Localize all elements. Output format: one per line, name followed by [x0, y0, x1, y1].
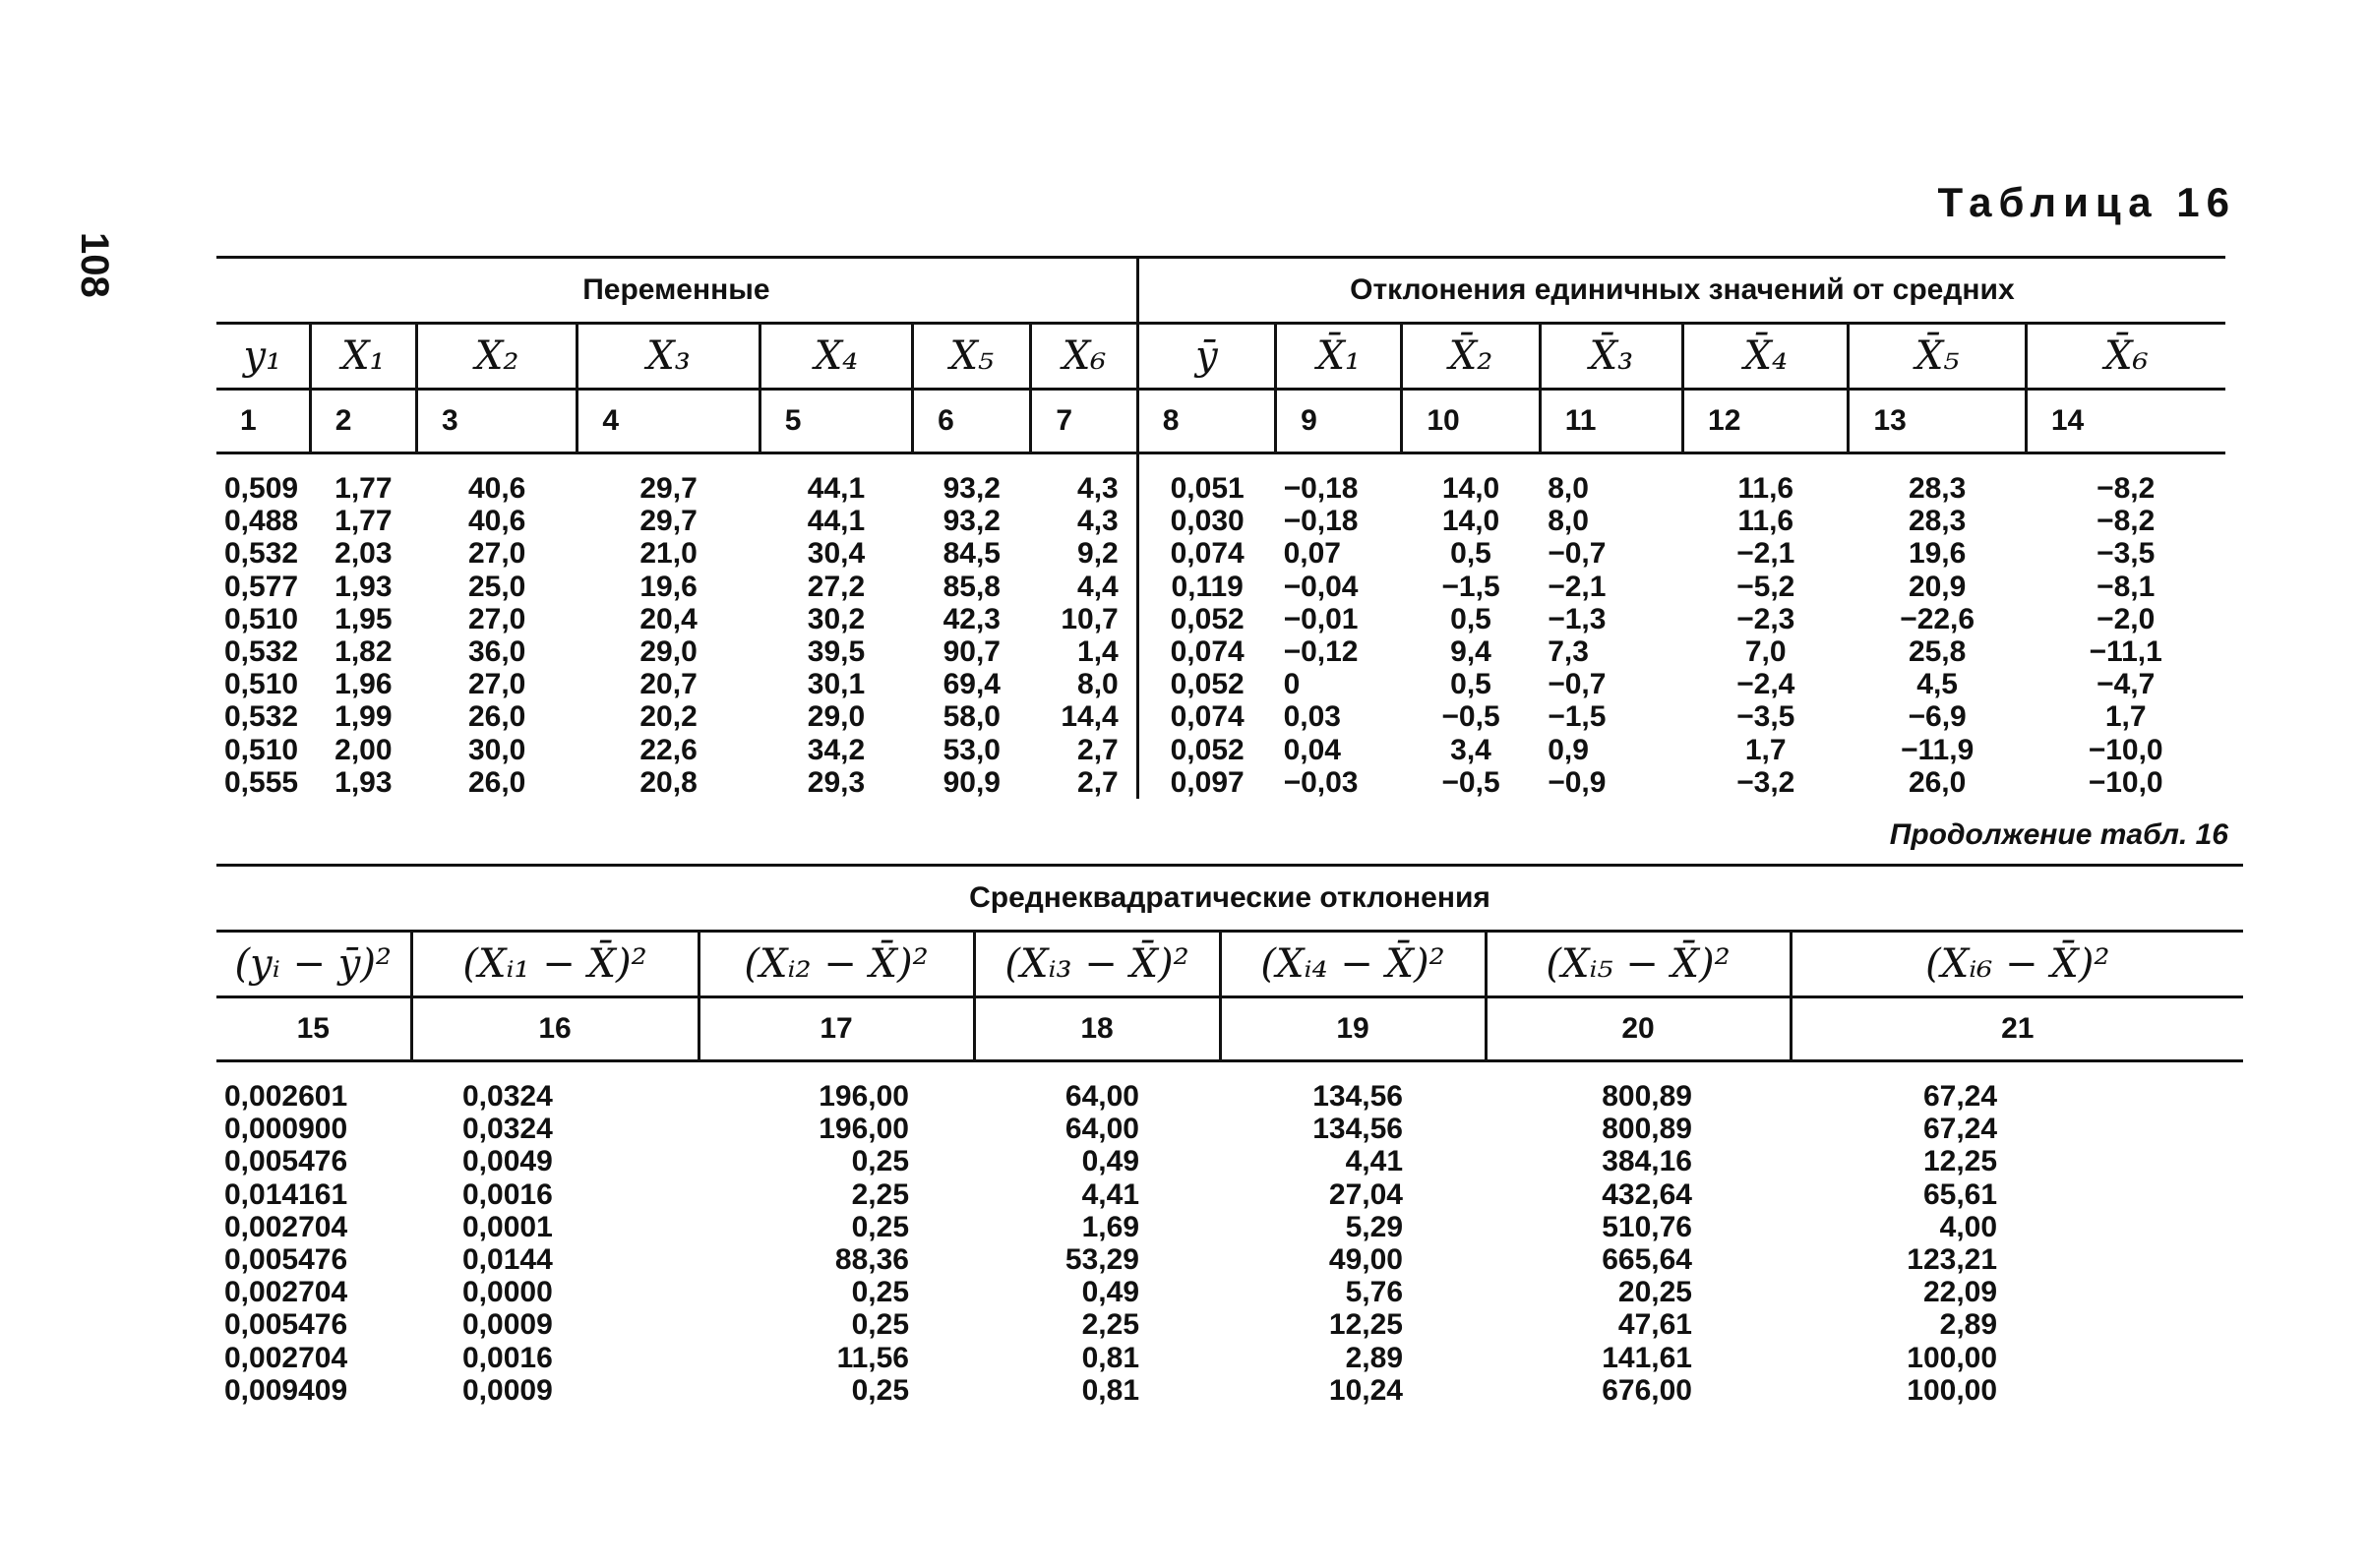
table-cell: 0,532 [224, 635, 299, 669]
table-cell: −0,18 [1283, 472, 1359, 505]
table-cell: 22,09 [1922, 1276, 1998, 1309]
variables-table-body [216, 472, 2225, 799]
table-cell: 0,0016 [462, 1341, 553, 1374]
table-cell: 2,25 [1081, 1308, 1139, 1342]
table-row [216, 734, 2225, 766]
table-cell: 0,25 [851, 1145, 909, 1178]
column-number: 21 [1791, 997, 2243, 1061]
table-cell: 5,76 [1345, 1276, 1403, 1309]
table-cell: 47,61 [1617, 1308, 1692, 1342]
table-cell: 384,16 [1602, 1145, 1692, 1178]
table-cell: 1,77 [334, 505, 393, 538]
table-cell: 4,3 [1031, 472, 1137, 505]
table-cell: 0,07 [1283, 537, 1341, 571]
table-cell: 0,074 [1170, 537, 1245, 571]
column-header: X̄₃ [1540, 324, 1682, 390]
column-number: 7 [1031, 390, 1137, 453]
table-cell: 27,0 [467, 537, 526, 571]
table-row [216, 1113, 2243, 1145]
table-cell: 0,002704 [224, 1276, 348, 1309]
table-row [216, 1178, 2243, 1211]
column-header: X̄₂ [1402, 324, 1540, 390]
table-cell: 49,00 [1328, 1243, 1403, 1277]
table-cell: −5,2 [1736, 570, 1795, 603]
table-cell: 40,6 [467, 505, 526, 538]
table-cell: 1,96 [334, 668, 393, 701]
table-cell: 0,0016 [462, 1177, 553, 1211]
table-cell: −0,7 [1548, 537, 1607, 571]
column-number-row [216, 390, 2225, 453]
group-header-variables: Переменные [216, 258, 1137, 324]
table-cell: 0,030 [1170, 505, 1245, 538]
table-row [216, 766, 2225, 799]
table-cell: 64,00 [1064, 1080, 1139, 1113]
table-cell: 0,510 [224, 668, 299, 701]
mean-square-table-body [216, 1080, 2243, 1407]
table-cell: 21,0 [639, 537, 698, 571]
column-header: (Xᵢ₃ − X̄)² [974, 932, 1220, 997]
table-cell: 64,00 [1064, 1113, 1139, 1146]
column-header: X̄₆ [2026, 324, 2225, 390]
table-cell: −10,0 [2088, 733, 2163, 766]
table-cell: −10,0 [2088, 765, 2163, 799]
column-number: 10 [1402, 390, 1540, 453]
table-cell: 0,555 [224, 765, 299, 799]
column-number: 11 [1540, 390, 1682, 453]
table-cell: 84,5 [942, 537, 1001, 571]
column-number: 13 [1849, 390, 2026, 453]
table-cell: −3,2 [1736, 765, 1795, 799]
table-cell: 0,5 [1450, 602, 1491, 635]
table-cell: 1,82 [334, 635, 393, 669]
table-row [216, 635, 2225, 668]
table-row [216, 700, 2225, 733]
column-header: X₃ [577, 324, 760, 390]
table-cell: 29,0 [639, 635, 698, 669]
table-cell: 0,002704 [224, 1341, 348, 1374]
table-cell: 19,6 [1908, 537, 1967, 571]
table-cell: 7,0 [1744, 635, 1787, 669]
table-cell: 0,510 [224, 602, 299, 635]
table-cell: −3,5 [1736, 700, 1795, 734]
table-cell: 141,61 [1602, 1341, 1692, 1374]
table-cell: 10,24 [1328, 1373, 1403, 1407]
table-cell: 1,69 [1081, 1210, 1139, 1243]
table-cell: 4,41 [1081, 1177, 1139, 1211]
table-cell: 27,04 [1328, 1177, 1403, 1211]
column-header: X₂ [416, 324, 577, 390]
column-number: 1 [216, 390, 310, 453]
table-cell: 0,49 [1081, 1276, 1139, 1309]
table-cell: 29,0 [807, 700, 866, 734]
table-cell: 0,000900 [224, 1113, 348, 1146]
table-cell: 2,03 [334, 537, 393, 571]
table-cell: −0,5 [1441, 700, 1500, 734]
table-cell: 93,2 [942, 472, 1001, 505]
table-cell: 0,25 [851, 1210, 909, 1243]
table-cell: 11,6 [1737, 472, 1794, 505]
table-cell: 12,25 [1922, 1145, 1998, 1178]
table-cell: 7,3 [1548, 635, 1589, 669]
table-row [216, 1276, 2243, 1308]
table-cell: 0,005476 [224, 1243, 348, 1277]
table-cell: −0,5 [1441, 765, 1500, 799]
table-row [216, 1374, 2243, 1407]
table-cell: 0,074 [1170, 635, 1245, 669]
table-cell: 67,24 [1922, 1080, 1998, 1113]
column-header: X̄₁ [1276, 324, 1402, 390]
table-cell: 90,7 [942, 635, 1001, 669]
table-row [216, 1342, 2243, 1374]
column-number: 6 [913, 390, 1031, 453]
table-cell: 29,7 [639, 472, 698, 505]
column-header: X₆ [1031, 324, 1137, 390]
table-cell: 0,9 [1548, 733, 1589, 766]
table-row [216, 1080, 2243, 1113]
column-header: (Xᵢ₄ − X̄)² [1220, 932, 1486, 997]
group-header-deviations: Отклонения единичных значений от средних [1137, 258, 2225, 324]
table-cell: 0,0009 [462, 1308, 553, 1342]
table-cell: 1,93 [334, 765, 393, 799]
table-cell: −4,7 [2097, 668, 2156, 701]
table-cell: 134,56 [1312, 1113, 1403, 1146]
column-header: (Xᵢ₆ − X̄)² [1791, 932, 2243, 997]
table-cell: 0,0001 [462, 1210, 553, 1243]
table-cell: 0,002601 [224, 1080, 348, 1113]
table-cell: 0,005476 [224, 1145, 348, 1178]
table-cell: 27,0 [467, 668, 526, 701]
table-cell: 27,0 [467, 602, 526, 635]
table-cell: 67,24 [1922, 1113, 1998, 1146]
column-number: 14 [2026, 390, 2225, 453]
table-cell: 11,56 [836, 1341, 909, 1374]
column-number: 8 [1137, 390, 1275, 453]
table-cell: 0,577 [224, 570, 299, 603]
table-cell: 58,0 [942, 700, 1001, 734]
table-cell: 88,36 [834, 1243, 909, 1277]
table-cell: 12,25 [1328, 1308, 1403, 1342]
table-cell: 510,76 [1602, 1210, 1692, 1243]
table-cell: 0,0144 [462, 1243, 553, 1277]
table-cell: 0,532 [224, 537, 299, 571]
table-cell: −11,1 [2089, 635, 2162, 669]
column-header-row [216, 324, 2225, 390]
table-cell: 0,0049 [462, 1145, 553, 1178]
table-cell: 0,005476 [224, 1308, 348, 1342]
column-header: ȳ [1137, 324, 1275, 390]
table-cell: −1,5 [1441, 570, 1500, 603]
table-cell: 0,052 [1170, 733, 1245, 766]
column-number: 5 [760, 390, 912, 453]
table-row [216, 603, 2225, 635]
table-cell: 69,4 [942, 668, 1001, 701]
table-cell: −0,01 [1283, 602, 1359, 635]
group-header-mean-square: Среднеквадратические отклонения [216, 866, 2243, 932]
table-cell: 8,0 [1548, 472, 1589, 505]
table-cell: −2,4 [1736, 668, 1795, 701]
table-cell: 196,00 [819, 1080, 909, 1113]
mean-square-table [216, 864, 2243, 1407]
table-cell: 0,0324 [462, 1113, 553, 1146]
table-cell: 28,3 [1908, 472, 1967, 505]
table-cell: 4,00 [1939, 1210, 1998, 1243]
table-cell: 0,002704 [224, 1210, 348, 1243]
table-cell: 9,4 [1450, 635, 1491, 669]
column-header: X₄ [760, 324, 912, 390]
table-cell: 0 [1283, 668, 1301, 701]
table-cell: 5,29 [1345, 1210, 1403, 1243]
table-cell: −0,9 [1548, 765, 1607, 799]
table-cell: 196,00 [819, 1113, 909, 1146]
table-cell: −2,1 [1736, 537, 1795, 571]
table-cell: 14,0 [1441, 505, 1500, 538]
table-cell: 0,25 [851, 1276, 909, 1309]
table-cell: 25,8 [1908, 635, 1967, 669]
column-header: X̄₅ [1849, 324, 2026, 390]
table-cell: 20,25 [1617, 1276, 1692, 1309]
table-cell: 676,00 [1602, 1373, 1692, 1407]
table-cell: 1,95 [334, 602, 393, 635]
column-header: (Xᵢ₂ − X̄)² [699, 932, 974, 997]
table-cell: 123,21 [1907, 1243, 1998, 1277]
table-cell: 93,2 [942, 505, 1001, 538]
table-cell: 20,4 [639, 602, 698, 635]
table-cell: 30,1 [807, 668, 866, 701]
column-number: 15 [216, 997, 411, 1061]
table-cell: 432,64 [1602, 1177, 1692, 1211]
table-cell: 2,7 [1031, 766, 1137, 799]
table-cell: 4,41 [1345, 1145, 1403, 1178]
table-cell: 30,2 [807, 602, 866, 635]
table-cell: 0,509 [224, 472, 299, 505]
table-cell: 134,56 [1312, 1080, 1403, 1113]
table-cell: 2,89 [1939, 1308, 1998, 1342]
table-cell: 29,3 [807, 765, 866, 799]
table-cell: −0,12 [1283, 635, 1359, 669]
table-cell: 1,77 [334, 472, 393, 505]
table-row [216, 1308, 2243, 1341]
table-cell: 0,5 [1450, 668, 1491, 701]
table-cell: 26,0 [1908, 765, 1967, 799]
table-cell: 11,6 [1737, 505, 1794, 538]
table-row [216, 571, 2225, 603]
table-cell: 20,8 [639, 765, 698, 799]
table-cell: 0,119 [1171, 570, 1244, 603]
table-cell: 1,7 [1744, 733, 1787, 766]
table-cell: 36,0 [467, 635, 526, 669]
table-cell: 90,9 [942, 765, 1001, 799]
table-cell: 40,6 [467, 472, 526, 505]
table-cell: 0,532 [224, 700, 299, 734]
table-cell: 44,1 [807, 472, 866, 505]
table-row [216, 668, 2225, 700]
table-cell: −8,1 [2097, 570, 2156, 603]
column-header: (yᵢ − ȳ)² [216, 932, 411, 997]
table-cell: 0,510 [224, 733, 299, 766]
column-header: (Xᵢ₅ − X̄)² [1486, 932, 1791, 997]
column-number: 17 [699, 997, 974, 1061]
table-cell: −1,3 [1548, 602, 1607, 635]
column-header: (Xᵢ₁ − X̄)² [411, 932, 699, 997]
table-cell: 0,25 [851, 1373, 909, 1407]
table-cell: −6,9 [1908, 700, 1967, 734]
table-cell: 34,2 [807, 733, 866, 766]
table-cell: 14,0 [1441, 472, 1500, 505]
table-cell: −11,9 [1901, 733, 1975, 766]
column-number: 4 [577, 390, 760, 453]
table-cell: 0,488 [224, 505, 299, 538]
table-cell: 0,0000 [462, 1276, 553, 1309]
table-cell: 65,61 [1922, 1177, 1998, 1211]
table-cell: −0,04 [1283, 570, 1359, 603]
column-number: 18 [974, 997, 1220, 1061]
table-cell: 0,5 [1450, 537, 1491, 571]
table-row [216, 1243, 2243, 1276]
table-cell: 100,00 [1907, 1341, 1998, 1374]
table-cell: 26,0 [467, 700, 526, 734]
table-cell: 0,81 [1081, 1341, 1139, 1374]
table-cell: 4,4 [1031, 571, 1137, 603]
column-number-row [216, 997, 2243, 1061]
table-cell: 0,25 [851, 1308, 909, 1342]
table-cell: 800,89 [1602, 1113, 1692, 1146]
table-cell: 10,7 [1031, 603, 1137, 635]
table-cell: 0,81 [1081, 1373, 1139, 1407]
table-cell: 2,00 [334, 733, 393, 766]
table-cell: 53,29 [1064, 1243, 1139, 1277]
table-cell: −1,5 [1548, 700, 1607, 734]
column-number: 9 [1276, 390, 1402, 453]
table-cell: 20,7 [639, 668, 698, 701]
table-row [216, 505, 2225, 537]
table-cell: −0,03 [1283, 765, 1359, 799]
table-cell: 85,8 [942, 570, 1001, 603]
table-cell: 22,6 [639, 733, 698, 766]
continuation-label: Продолжение табл. 16 [1889, 818, 2228, 851]
table-cell: 25,0 [467, 570, 526, 603]
table-cell: −3,5 [2097, 537, 2156, 571]
table-cell: −22,6 [1900, 602, 1975, 635]
table-cell: −2,0 [2097, 602, 2156, 635]
column-number: 16 [411, 997, 699, 1061]
column-header: y₁ [216, 324, 310, 390]
column-header: X₅ [913, 324, 1031, 390]
column-number: 20 [1486, 997, 1791, 1061]
table-cell: −0,18 [1283, 505, 1359, 538]
table-cell: 44,1 [807, 505, 866, 538]
table-cell: 2,7 [1031, 734, 1137, 766]
table-cell: 20,9 [1908, 570, 1967, 603]
table-cell: −8,2 [2097, 505, 2156, 538]
table-cell: −2,3 [1736, 602, 1795, 635]
table-row [216, 1211, 2243, 1243]
table-cell: 9,2 [1031, 537, 1137, 570]
table-cell: 665,64 [1602, 1243, 1692, 1277]
table-row [216, 472, 2225, 505]
table-cell: 28,3 [1908, 505, 1967, 538]
table-cell: 0,0324 [462, 1080, 553, 1113]
table-cell: 8,0 [1548, 505, 1589, 538]
table-cell: 26,0 [467, 765, 526, 799]
table-cell: 0,051 [1170, 472, 1245, 505]
table-cell: 0,014161 [224, 1177, 348, 1211]
table-cell: 1,7 [2104, 700, 2147, 734]
table-cell: 0,009409 [224, 1373, 348, 1407]
table-cell: 1,99 [334, 700, 393, 734]
table-cell: 42,3 [942, 602, 1001, 635]
table-cell: −0,7 [1548, 668, 1607, 701]
table-cell: −2,1 [1548, 570, 1607, 603]
table-cell: 30,4 [807, 537, 866, 571]
column-number: 12 [1683, 390, 1849, 453]
page-number: 108 [73, 232, 116, 298]
column-number: 19 [1220, 997, 1486, 1061]
table-cell: 53,0 [942, 733, 1001, 766]
table-cell: 30,0 [467, 733, 526, 766]
table-cell: 0,052 [1170, 668, 1245, 701]
table-cell: 20,2 [639, 700, 698, 734]
table-cell: 0,49 [1081, 1145, 1139, 1178]
table-cell: 19,6 [639, 570, 698, 603]
table-cell: 39,5 [807, 635, 866, 669]
variables-table [216, 256, 2225, 799]
table-cell: 0,04 [1283, 733, 1341, 766]
table-cell: 0,0009 [462, 1373, 553, 1407]
column-header: X₁ [310, 324, 416, 390]
table-cell: 1,93 [334, 570, 393, 603]
column-number: 2 [310, 390, 416, 453]
table-row [216, 1145, 2243, 1177]
table-cell: 27,2 [807, 570, 866, 603]
table-cell: 1,4 [1031, 635, 1137, 668]
table-cell: 0,03 [1283, 700, 1341, 734]
table-cell: 0,074 [1170, 700, 1245, 734]
table-cell: 2,89 [1345, 1341, 1403, 1374]
table-title: Таблица 16 [1937, 179, 2236, 225]
table-cell: 3,4 [1450, 733, 1491, 766]
table-cell: 29,7 [639, 505, 698, 538]
table-cell: 4,3 [1031, 505, 1137, 537]
table-cell: 14,4 [1031, 700, 1137, 733]
table-row [216, 537, 2225, 570]
table-cell: 0,097 [1170, 765, 1245, 799]
table-cell: 100,00 [1907, 1373, 1998, 1407]
table-cell: 8,0 [1031, 668, 1137, 700]
table-cell: 800,89 [1602, 1080, 1692, 1113]
table-cell: −8,2 [2097, 472, 2156, 505]
column-header: X̄₄ [1683, 324, 1849, 390]
table-cell: 2,25 [851, 1177, 909, 1211]
column-header-row [216, 932, 2243, 997]
table-cell: 0,052 [1170, 602, 1245, 635]
table-cell: 4,5 [1916, 668, 1958, 701]
column-number: 3 [416, 390, 577, 453]
